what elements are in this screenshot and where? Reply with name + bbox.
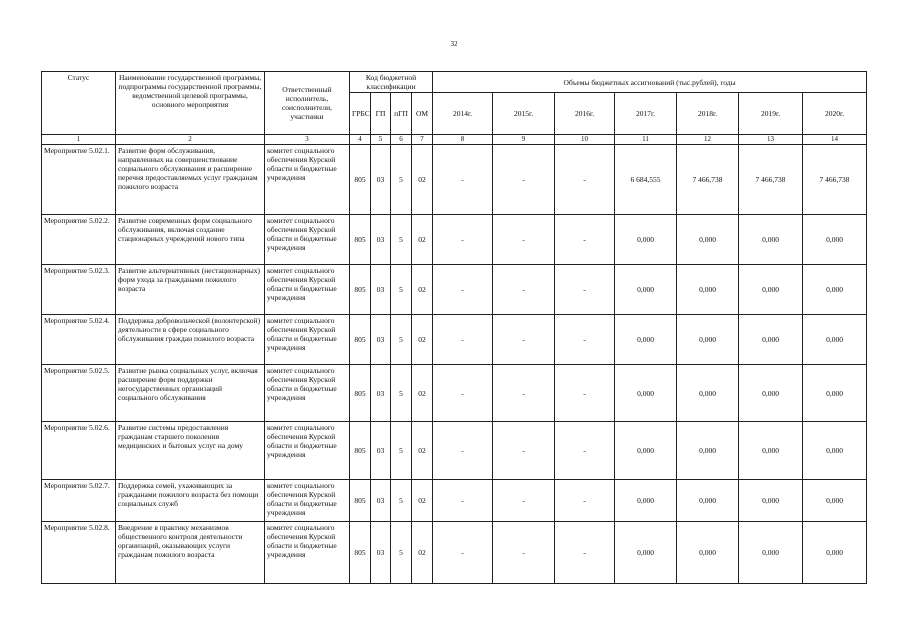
row-status: Мероприятие 5.02.3. <box>42 265 116 315</box>
row-gp: 03 <box>371 522 391 584</box>
row-value-2015: - <box>493 480 555 522</box>
row-grbs: 805 <box>350 145 371 215</box>
row-value-2016: - <box>555 215 615 265</box>
row-value-2019: 7 466,738 <box>739 145 803 215</box>
column-number: 3 <box>265 135 350 145</box>
row-name: Внедрение в практику механизмов общественного контроля деятельности организаций, оказывающих услуги гражданам пожилого возраста <box>116 522 265 584</box>
row-pgp: 5 <box>391 365 412 422</box>
row-pgp: 5 <box>391 215 412 265</box>
row-value-2018: 0,000 <box>677 215 739 265</box>
header-responsible: Ответственный исполнитель, соисполнители, участники <box>265 72 350 135</box>
row-gp: 03 <box>371 365 391 422</box>
row-value-2018: 0,000 <box>677 522 739 584</box>
row-value-2017: 0,000 <box>615 422 677 480</box>
row-value-2014: - <box>433 145 493 215</box>
row-gp: 03 <box>371 215 391 265</box>
row-om: 02 <box>412 522 433 584</box>
row-responsible: комитет социального обеспечения Курской области и бюджетные учреждения <box>265 480 350 522</box>
header-year-2016: 2016г. <box>555 93 615 135</box>
row-status: Мероприятие 5.02.5. <box>42 365 116 422</box>
row-value-2018: 0,000 <box>677 422 739 480</box>
row-om: 02 <box>412 145 433 215</box>
row-pgp: 5 <box>391 315 412 365</box>
row-value-2017: 0,000 <box>615 265 677 315</box>
row-value-2018: 7 466,738 <box>677 145 739 215</box>
header-volumes: Объемы бюджетных ассигнований (тыс.рублей), годы <box>433 72 867 93</box>
header-year-2015: 2015г. <box>493 93 555 135</box>
table-row <box>42 265 867 315</box>
row-value-2014: - <box>433 480 493 522</box>
row-name: Развитие альтернативных (нестационарных) форм ухода за гражданами пожилого возраста <box>116 265 265 315</box>
table-body <box>42 145 867 584</box>
header-year-2018: 2018г. <box>677 93 739 135</box>
row-value-2020: 0,000 <box>803 365 867 422</box>
column-number: 9 <box>493 135 555 145</box>
row-value-2014: - <box>433 422 493 480</box>
row-name: Развитие рынка социальных услуг, включая расширение форм поддержки негосударственных организаций социального обслуживания <box>116 365 265 422</box>
row-value-2016: - <box>555 480 615 522</box>
header-year-2014: 2014г. <box>433 93 493 135</box>
column-number: 11 <box>615 135 677 145</box>
row-status: Мероприятие 5.02.6. <box>42 422 116 480</box>
row-value-2019: 0,000 <box>739 265 803 315</box>
table-row <box>42 215 867 265</box>
row-value-2017: 0,000 <box>615 215 677 265</box>
row-status: Мероприятие 5.02.4. <box>42 315 116 365</box>
row-pgp: 5 <box>391 522 412 584</box>
row-grbs: 805 <box>350 365 371 422</box>
column-number-row <box>42 135 867 145</box>
header-year-2019: 2019г. <box>739 93 803 135</box>
row-value-2017: 6 684,555 <box>615 145 677 215</box>
budget-table <box>41 71 867 584</box>
table-row <box>42 422 867 480</box>
row-value-2015: - <box>493 522 555 584</box>
row-gp: 03 <box>371 315 391 365</box>
header-budget-code: Код бюджетной классификации <box>350 72 433 93</box>
row-om: 02 <box>412 265 433 315</box>
row-responsible: комитет социального обеспечения Курской области и бюджетные учреждения <box>265 422 350 480</box>
row-value-2016: - <box>555 315 615 365</box>
row-value-2015: - <box>493 145 555 215</box>
row-value-2016: - <box>555 365 615 422</box>
row-value-2016: - <box>555 422 615 480</box>
row-value-2017: 0,000 <box>615 480 677 522</box>
table-row <box>42 365 867 422</box>
row-value-2014: - <box>433 315 493 365</box>
row-value-2015: - <box>493 365 555 422</box>
row-value-2020: 0,000 <box>803 315 867 365</box>
row-name: Развитие современных форм социального обслуживания, включая создание стационарных учреждений нового типа <box>116 215 265 265</box>
column-number: 6 <box>391 135 412 145</box>
row-value-2015: - <box>493 265 555 315</box>
header-pgp: пГП <box>391 93 412 135</box>
row-value-2018: 0,000 <box>677 315 739 365</box>
row-status: Мероприятие 5.02.8. <box>42 522 116 584</box>
row-pgp: 5 <box>391 480 412 522</box>
row-status: Мероприятие 5.02.7. <box>42 480 116 522</box>
row-value-2016: - <box>555 265 615 315</box>
row-gp: 03 <box>371 422 391 480</box>
row-status: Мероприятие 5.02.1. <box>42 145 116 215</box>
row-value-2014: - <box>433 365 493 422</box>
row-value-2018: 0,000 <box>677 265 739 315</box>
row-name: Развитие форм обслуживания, направленных на совершенствование социального обслуживания и расширение перечня предоставляемых услуг гражданам пожилого возраста <box>116 145 265 215</box>
row-gp: 03 <box>371 265 391 315</box>
row-value-2014: - <box>433 522 493 584</box>
row-value-2019: 0,000 <box>739 422 803 480</box>
row-value-2015: - <box>493 422 555 480</box>
header-grbs: ГРБС <box>350 93 371 135</box>
row-value-2015: - <box>493 315 555 365</box>
row-value-2019: 0,000 <box>739 365 803 422</box>
row-name: Развитие системы предоставления гражданам старшего поколения медицинских и бытовых услуг на дому <box>116 422 265 480</box>
table-row <box>42 522 867 584</box>
row-om: 02 <box>412 480 433 522</box>
table-row <box>42 315 867 365</box>
row-value-2020: 0,000 <box>803 422 867 480</box>
page-number: 32 <box>450 40 458 48</box>
row-grbs: 805 <box>350 522 371 584</box>
row-pgp: 5 <box>391 422 412 480</box>
row-value-2017: 0,000 <box>615 365 677 422</box>
row-value-2017: 0,000 <box>615 315 677 365</box>
column-number: 8 <box>433 135 493 145</box>
row-om: 02 <box>412 422 433 480</box>
row-grbs: 805 <box>350 265 371 315</box>
column-number: 14 <box>803 135 867 145</box>
row-responsible: комитет социального обеспечения Курской области и бюджетные учреждения <box>265 315 350 365</box>
table-row <box>42 145 867 215</box>
row-grbs: 805 <box>350 315 371 365</box>
row-grbs: 805 <box>350 215 371 265</box>
row-grbs: 805 <box>350 480 371 522</box>
row-value-2015: - <box>493 215 555 265</box>
row-value-2020: 0,000 <box>803 522 867 584</box>
row-om: 02 <box>412 215 433 265</box>
row-value-2014: - <box>433 215 493 265</box>
column-number: 5 <box>371 135 391 145</box>
column-number: 10 <box>555 135 615 145</box>
column-number: 12 <box>677 135 739 145</box>
row-grbs: 805 <box>350 422 371 480</box>
row-value-2020: 0,000 <box>803 480 867 522</box>
column-number: 7 <box>412 135 433 145</box>
table-header <box>42 72 867 145</box>
header-year-2017: 2017г. <box>615 93 677 135</box>
row-pgp: 5 <box>391 265 412 315</box>
row-value-2019: 0,000 <box>739 315 803 365</box>
row-value-2017: 0,000 <box>615 522 677 584</box>
row-name: Поддержка добровольческой (волонтерской) деятельности в сфере социального обслуживания граждан пожилого возраста <box>116 315 265 365</box>
row-responsible: комитет социального обеспечения Курской области и бюджетные учреждения <box>265 365 350 422</box>
row-gp: 03 <box>371 145 391 215</box>
row-gp: 03 <box>371 480 391 522</box>
header-status: Статус <box>42 72 116 135</box>
column-number: 1 <box>42 135 116 145</box>
row-pgp: 5 <box>391 145 412 215</box>
row-value-2019: 0,000 <box>739 480 803 522</box>
column-number: 4 <box>350 135 371 145</box>
header-name: Наименование государственной программы, подпрограммы государственной программы, ведомственной целевой программы, основного мероприятия <box>116 72 265 135</box>
row-name: Поддержка семей, ухаживающих за гражданами пожилого возраста без помощи социальных служб <box>116 480 265 522</box>
header-gp: ГП <box>371 93 391 135</box>
row-responsible: комитет социального обеспечения Курской области и бюджетные учреждения <box>265 265 350 315</box>
row-status: Мероприятие 5.02.2. <box>42 215 116 265</box>
row-responsible: комитет социального обеспечения Курской области и бюджетные учреждения <box>265 145 350 215</box>
row-value-2018: 0,000 <box>677 480 739 522</box>
row-value-2020: 0,000 <box>803 215 867 265</box>
row-responsible: комитет социального обеспечения Курской области и бюджетные учреждения <box>265 522 350 584</box>
row-value-2019: 0,000 <box>739 522 803 584</box>
column-number: 13 <box>739 135 803 145</box>
row-om: 02 <box>412 365 433 422</box>
row-value-2020: 7 466,738 <box>803 145 867 215</box>
header-year-2020: 2020г. <box>803 93 867 135</box>
table-row <box>42 480 867 522</box>
header-om: ОМ <box>412 93 433 135</box>
row-value-2016: - <box>555 145 615 215</box>
row-value-2016: - <box>555 522 615 584</box>
row-value-2018: 0,000 <box>677 365 739 422</box>
row-value-2020: 0,000 <box>803 265 867 315</box>
row-om: 02 <box>412 315 433 365</box>
row-responsible: комитет социального обеспечения Курской области и бюджетные учреждения <box>265 215 350 265</box>
row-value-2014: - <box>433 265 493 315</box>
column-number: 2 <box>116 135 265 145</box>
row-value-2019: 0,000 <box>739 215 803 265</box>
